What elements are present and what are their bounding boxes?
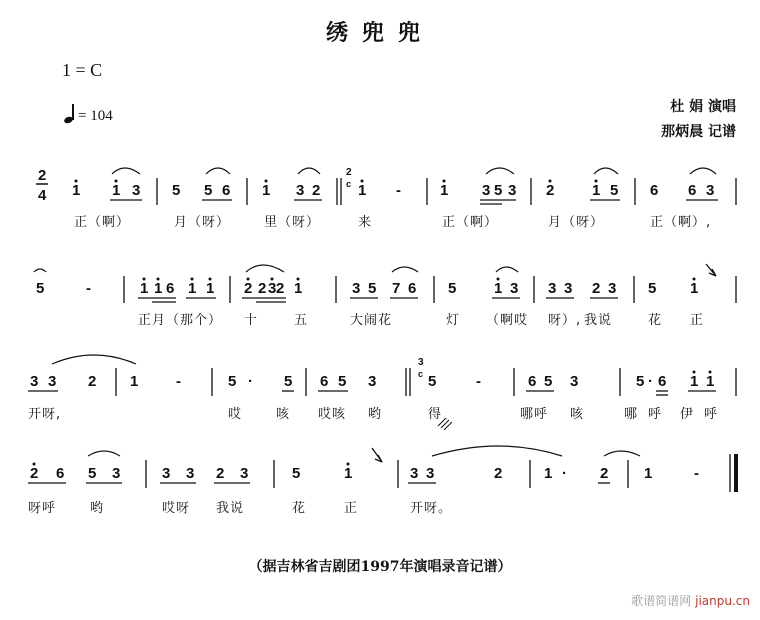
note: 3 — [564, 280, 573, 297]
note: 5 — [292, 465, 301, 482]
lyric: 哟 — [368, 407, 383, 422]
note: 1 — [294, 280, 303, 297]
lyric: （啊哎 — [486, 313, 529, 328]
note: 5 — [610, 182, 619, 199]
note: 6 — [528, 373, 537, 390]
note: 3 — [132, 182, 141, 199]
lyric: 开呀。 — [410, 501, 453, 516]
lyric: 花 — [292, 501, 307, 516]
note: - — [694, 465, 699, 482]
lyric: 月（呀） — [174, 215, 231, 230]
note: 5 — [494, 182, 503, 199]
watermark — [631, 592, 750, 609]
note: 5 — [428, 373, 437, 390]
note: 1 — [690, 373, 699, 390]
song-title: 绣兜兜 — [325, 20, 434, 46]
lyric: 哟 — [90, 501, 105, 516]
note: 3 — [186, 465, 195, 482]
note: 6 — [408, 280, 417, 297]
lyric: 十 — [244, 313, 259, 328]
lyric: 月（呀） — [548, 215, 605, 230]
lyric: 哎呀 — [162, 501, 191, 516]
lyric: 我说 — [216, 501, 245, 516]
note: 6 — [56, 465, 65, 482]
lyric: 正 — [690, 313, 705, 328]
lyric: 正 — [344, 501, 359, 516]
lyric: 呼 — [648, 407, 663, 422]
watermark-url: jianpu.cn — [695, 594, 750, 608]
note: 1 — [358, 182, 367, 199]
note: - — [476, 373, 481, 390]
lyric: 哪呼 — [520, 407, 549, 422]
note: 6 — [222, 182, 231, 199]
note: 1 — [592, 182, 601, 199]
note: 2 — [312, 182, 321, 199]
note: 1 — [130, 373, 139, 390]
note: 5 — [448, 280, 457, 297]
note: 2 — [546, 182, 555, 199]
note: 1 — [544, 465, 553, 482]
note: 1 — [206, 280, 215, 297]
svg-text:c: c — [418, 369, 424, 379]
note: 3 — [162, 465, 171, 482]
lyric: 正月（那个） — [138, 313, 223, 328]
note: 3 — [548, 280, 557, 297]
note: 1 — [72, 182, 81, 199]
note: 2 — [494, 465, 503, 482]
note: 3 — [482, 182, 491, 199]
note: 3 — [48, 373, 57, 390]
lyric: 呀）, — [548, 313, 582, 328]
note: 2 — [258, 280, 267, 297]
note: 1 — [344, 465, 353, 482]
lyric: 哎 — [228, 407, 243, 422]
time-sig-top: 2 — [38, 167, 47, 184]
lyric: 正（啊） — [442, 215, 499, 230]
lyric: 呀呼 — [28, 501, 57, 516]
note: 5 — [338, 373, 347, 390]
meter-top: 2 — [346, 167, 352, 178]
note: · — [248, 373, 253, 390]
note: 3 — [608, 280, 617, 297]
score-row-3-svg — [0, 350, 760, 430]
note: 6 — [320, 373, 329, 390]
score-row-2-svg — [0, 258, 760, 338]
note: 3 — [510, 280, 519, 297]
lyric: 我说 — [584, 313, 613, 328]
note: 1 — [706, 373, 715, 390]
note: 3 — [268, 280, 277, 297]
key-signature: 1 = C — [62, 60, 103, 80]
lyric: 里（呀） — [264, 215, 321, 230]
note: 1 — [262, 182, 271, 199]
note: 6 — [688, 182, 697, 199]
glissando-arrow-icon — [706, 264, 716, 276]
note: 5 — [88, 465, 97, 482]
lyric: 咳 — [276, 407, 291, 422]
meter-top: 3 — [418, 357, 424, 368]
note: 2 — [88, 373, 97, 390]
note: 1 — [440, 182, 449, 199]
note: 3 — [296, 182, 305, 199]
note: 3 — [352, 280, 361, 297]
note: 6 — [658, 373, 667, 390]
note: 1 — [644, 465, 653, 482]
lyric: 大闹花 — [350, 313, 393, 328]
note: 2 — [276, 280, 285, 297]
note: 5 — [368, 280, 377, 297]
source-note: （据吉林省吉剧团1997年演唱录音记谱） — [248, 559, 512, 575]
note: 3 — [508, 182, 517, 199]
lyric: 哪 — [624, 407, 639, 422]
note: 5 — [228, 373, 237, 390]
note: 3 — [240, 465, 249, 482]
note: 1 — [140, 280, 149, 297]
glissando-arrow-icon — [372, 448, 382, 462]
quarter-note-icon — [64, 103, 74, 123]
note: 2 — [216, 465, 225, 482]
note: 2 — [600, 465, 609, 482]
watermark-cn: 歌谱简谱网 — [631, 594, 692, 608]
singer-credit: 杜 娟 演唱 — [670, 99, 736, 115]
score-row-3 — [0, 350, 760, 430]
score-row-4-svg — [0, 442, 760, 532]
note: 5 — [204, 182, 213, 199]
tempo-value: = 104 — [78, 108, 113, 124]
note: 6 — [650, 182, 659, 199]
lyric: 开呀, — [28, 407, 62, 422]
note: 7 — [392, 280, 401, 297]
note: 1 — [188, 280, 197, 297]
score-row-1 — [0, 160, 760, 240]
lyric: 哎咳 — [318, 407, 347, 422]
lyric: 呼 — [704, 407, 719, 422]
note: 3 — [706, 182, 715, 199]
score-row-4 — [0, 442, 760, 532]
note: 5 — [636, 373, 645, 390]
note: 5 — [648, 280, 657, 297]
note: 1 — [494, 280, 503, 297]
note: 1 — [154, 280, 163, 297]
lyric: 伊 — [680, 407, 695, 422]
note: 3 — [368, 373, 377, 390]
note: - — [176, 373, 181, 390]
lyric: 正（啊）, — [650, 215, 712, 230]
lyric: 正（啊） — [74, 215, 131, 230]
score-row-1-svg — [0, 160, 760, 240]
transcriber-credit: 那炳晨 记谱 — [661, 124, 736, 140]
note: 2 — [592, 280, 601, 297]
svg-text:c: c — [346, 179, 352, 189]
note: 2 — [30, 465, 39, 482]
note: 5 — [36, 280, 45, 297]
note: 1 — [690, 280, 699, 297]
lyric: 咳 — [570, 407, 585, 422]
lyric: 灯 — [446, 313, 461, 328]
note: 5 — [172, 182, 181, 199]
note: 1 — [112, 182, 121, 199]
score-row-2 — [0, 258, 760, 338]
lyric: 五 — [294, 313, 309, 328]
note: 3 — [30, 373, 39, 390]
time-sig-bottom: 4 — [38, 187, 47, 204]
note: 5 — [544, 373, 553, 390]
lyric: 来 — [358, 215, 373, 230]
lyric: 花 — [648, 313, 663, 328]
note: - — [86, 280, 91, 297]
lyric: 得 — [428, 407, 443, 422]
note: 6 — [166, 280, 175, 297]
note: 3 — [410, 465, 419, 482]
note: · — [562, 465, 567, 482]
note: 3 — [112, 465, 121, 482]
note: 3 — [570, 373, 579, 390]
note: - — [396, 182, 401, 199]
tempo-marking — [64, 103, 113, 125]
note: 2 — [244, 280, 253, 297]
note: 5 — [284, 373, 293, 390]
note: 3 — [426, 465, 435, 482]
note: · — [648, 373, 653, 390]
